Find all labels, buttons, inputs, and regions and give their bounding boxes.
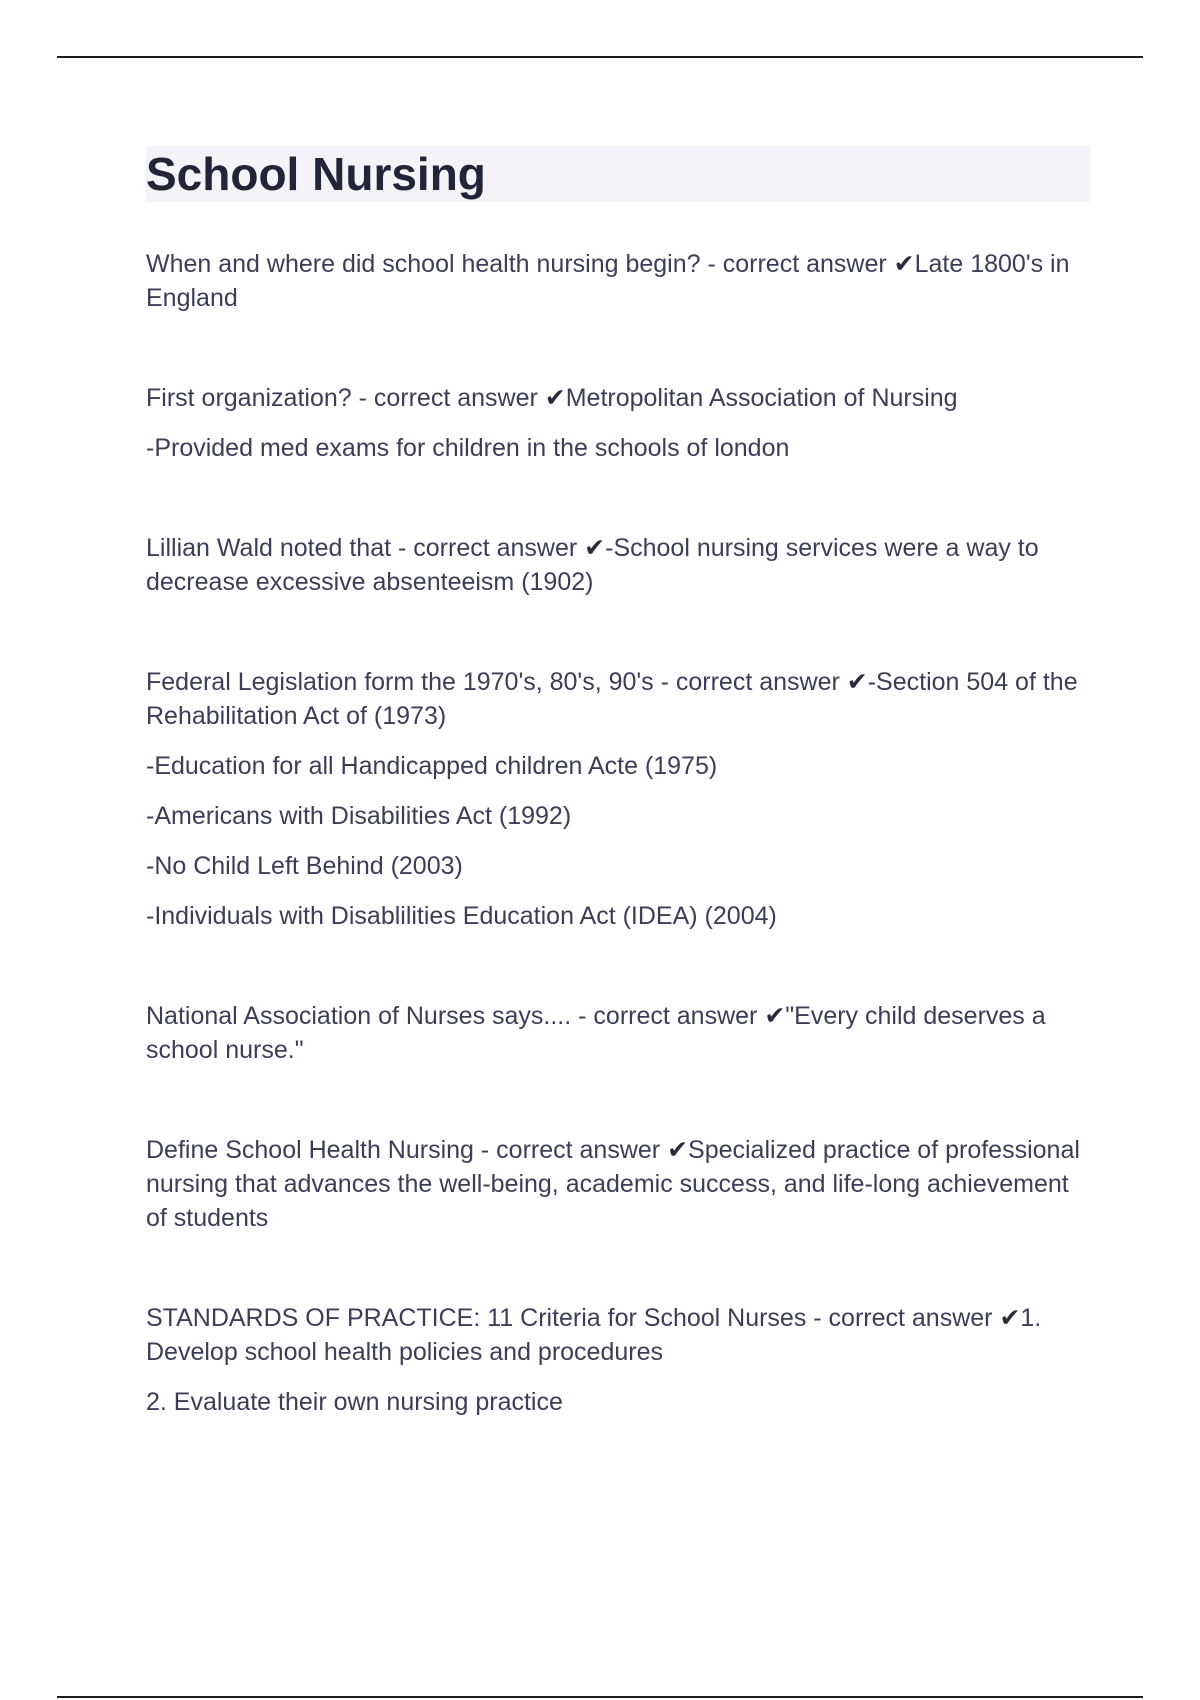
qa-item: [146, 1133, 1090, 1235]
qa-first-line: [146, 381, 1090, 415]
checkmark-icon: ✔: [846, 668, 868, 696]
question-text: STANDARDS OF PRACTICE: 11 Criteria for School Nurses - correct answer: [146, 1304, 1000, 1332]
title-bar: [146, 146, 1090, 202]
qa-item: [146, 247, 1090, 315]
document-body: [146, 146, 1090, 1485]
checkmark-icon: ✔: [584, 534, 606, 562]
checkmark-icon: ✔: [893, 250, 915, 278]
qa-first-line: [146, 247, 1090, 315]
answer-line: -No Child Left Behind (2003): [146, 852, 463, 880]
checkmark-icon: ✔: [764, 1002, 786, 1030]
qa-first-line: [146, 1133, 1090, 1235]
answer-text: Specialized practice of professional nursing that advances the well-being, academic success, and life-long achievement of students: [146, 1136, 1080, 1232]
answer-line: -Americans with Disabilities Act (1992): [146, 802, 572, 830]
qa-first-line: [146, 999, 1090, 1067]
checkmark-icon: ✔: [999, 1304, 1021, 1332]
answer-text: Metropolitan Association of Nursing: [565, 384, 958, 412]
answer-text: -Section 504 of the Rehabilitation Act of (1973): [146, 668, 1078, 730]
qa-item: [146, 381, 1090, 465]
question-text: First organization? - correct answer: [146, 384, 545, 412]
answer-text: Late 1800's in England: [146, 250, 1070, 312]
page-title: School Nursing: [146, 148, 486, 200]
question-text: Federal Legislation form the 1970's, 80's, 90's - correct answer: [146, 668, 847, 696]
answer-text: 1. Develop school health policies and procedures: [146, 1304, 1042, 1366]
bottom-rule: [57, 1696, 1143, 1698]
qa-item: [146, 665, 1090, 933]
question-text: Lillian Wald noted that - correct answer: [146, 534, 585, 562]
answer-text: "Every child deserves a school nurse.": [146, 1002, 1046, 1064]
qa-first-line: [146, 1301, 1090, 1369]
answer-text: -School nursing services were a way to decrease excessive absenteeism (1902): [146, 534, 1039, 596]
answer-line: 2. Evaluate their own nursing practice: [146, 1388, 563, 1416]
question-text: Define School Health Nursing - correct answer: [146, 1136, 668, 1164]
question-text: National Association of Nurses says.... - correct answer: [146, 1002, 765, 1030]
qa-first-line: [146, 665, 1090, 733]
qa-first-line: [146, 531, 1090, 599]
answer-line: -Education for all Handicapped children Acte (1975): [146, 752, 718, 780]
qa-item: [146, 1301, 1090, 1419]
top-rule: [57, 56, 1143, 58]
qa-item: [146, 999, 1090, 1067]
checkmark-icon: ✔: [544, 384, 566, 412]
question-text: When and where did school health nursing begin? - correct answer: [146, 250, 894, 278]
qa-item: [146, 531, 1090, 599]
answer-line: -Provided med exams for children in the schools of london: [146, 434, 790, 462]
answer-line: -Individuals with Disablilities Education Act (IDEA) (2004): [146, 902, 777, 930]
checkmark-icon: ✔: [667, 1136, 689, 1164]
